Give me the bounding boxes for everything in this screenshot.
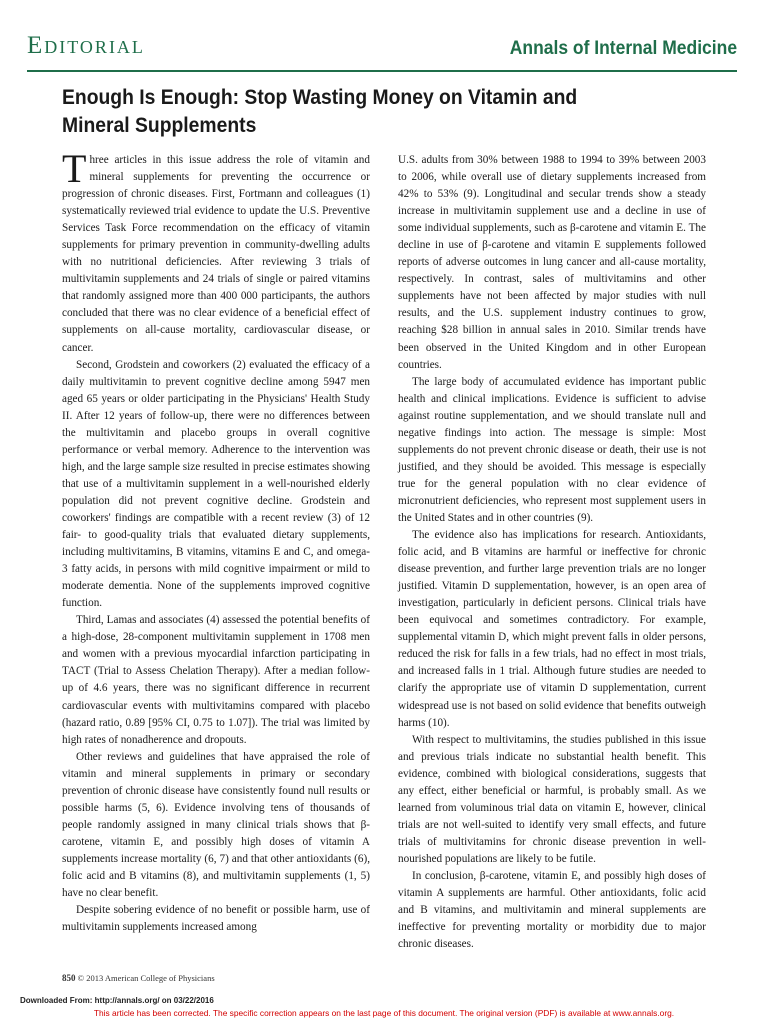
- left-column: [62, 146, 370, 936]
- paragraph: Other reviews and guidelines that have appraised the role of vitamin and mineral supplements in primary or secondary prevention of chronic disease have consistently found null results or possible harms (5, 6). Evidence involving tens of thousands of people randomly assigned in many clinical trials shows that β-carotene, vitamin E, and possibly high doses of vitamin A supplements increase mortality (6, 7) and that other antioxidants (6), folic acid and B vitamins (8), and multivitamin supplements (1, 5) have no clear benefit.: [62, 750, 370, 900]
- paragraph: Three articles in this issue address the role of vitamin and mineral supplements for preventing the occurrence or progression of chronic diseases. First, Fortmann and colleagues (1) systematically reviewed trial evidence to update the U.S. Preventive Services Task Force recommendation on the efficacy of vitamin supplements for primary prevention in community-dwelling adults with no nutritional deficiencies. After reviewing 3 trials of multivitamin supplements and 24 trials of single or paired vitamins that randomly assigned more than 400 000 participants, the authors concluded that there was no clear evidence of a beneficial effect of supplements on all-cause mortality, cardiovascular disease, or cancer.: [62, 146, 370, 354]
- journal-name: Annals of Internal Medicine: [509, 38, 737, 59]
- paragraph: With respect to multivitamins, the studies published in this issue and previous trials indicate no substantial health benefit. This evidence, combined with biological considerations, suggests that any effect, either beneficial or harmful, is probably small. As we learned from voluminous trial data on vitamin E, however, clinical trials are not well-suited to identify very small effects, and future trials of multivitamins for chronic disease prevention in well-nourished populations are likely to be futile.: [398, 733, 706, 865]
- paragraph: U.S. adults from 30% between 1988 to 1994 to 39% between 2003 to 2006, while overall use of dietary supplements increased from 42% to 53% (9). Longitudinal and secular trends show a steady increase in multivitamin supplement use and a decline in use of some individual supplements, such as β-carotene and vitamin E. The decline in use of β-carotene and vitamin E supplements followed reports of adverse outcomes in lung cancer and all-cause mortality, respectively. In contrast, sales of multivitamins and other supplements have not been affected by major studies with null results, and the U.S. supplement industry continues to grow, reaching $28 billion in annual sales in 2010. Similar trends have been observed in the United Kingdom and in other European countries.: [398, 154, 706, 371]
- download-notice: Downloaded From: http://annals.org/ on 03/22/2016: [20, 996, 214, 1005]
- correction-notice: This article has been corrected. The specific correction appears on the last page of this document. The original version (PDF) is available at www.annals.org.: [93, 1008, 675, 1018]
- paragraph: In conclusion, β-carotene, vitamin E, and possibly high doses of vitamin A supplements are harmful. Other antioxidants, folic acid and B vitamins, and multivitamin and mineral supplements are ineffective for preventing mortality or morbidity due to major chronic diseases.: [398, 869, 706, 951]
- copyright-text: © 2013 American College of Physicians: [77, 973, 215, 983]
- right-column: [398, 152, 706, 953]
- journal-header: [27, 30, 737, 72]
- paragraph: The large body of accumulated evidence has important public health and clinical implications. Evidence is sufficient to advise against routine supplementation, and we should translate null and negative findings into action. The message is simple: Most supplements do not prevent chronic disease or death, their use is not justified, and they should be avoided. This message is especially true for the general population with no clear evidence of micronutrient deficiencies, who represent most supplement users in the United States and in other countries (9).: [398, 375, 706, 524]
- paragraph: The evidence also has implications for research. Antioxidants, folic acid, and B vitamins are harmful or ineffective for chronic disease prevention, and further large prevention trials are no longer justified. Vitamin D supplementation, however, is an open area of investigation, particularly in deficient persons. Clinical trials have been equivocal and sometimes contradictory. For example, supplemental vitamin D, which might prevent falls in older persons, reduced the risk for falls in a few trials, had no effect in most trials, and increased falls in 1 trial. Although future studies are needed to clarify the appropriate use of vitamin D supplementation, current widespread use is not based on solid evidence that benefits outweigh harms (10).: [398, 529, 706, 729]
- article-title: Enough Is Enough: Stop Wasting Money on Vitamin and Mineral Supplements: [62, 86, 578, 137]
- section-label: Editorial: [27, 32, 145, 59]
- paragraph: Despite sobering evidence of no benefit or possible harm, use of multivitamin supplements increased among: [62, 904, 370, 934]
- paragraph: Second, Grodstein and coworkers (2) evaluated the efficacy of a daily multivitamin to prevent cognitive decline among 5947 men aged 65 years or older participating in the Physicians' Health Study II. After 12 years of follow-up, there were no differences between the multivitamin and placebo groups in overall cognitive performance or verbal memory. Adherence to the intervention was high, and the large sample size resulted in precise estimates showing that use of a multivitamin supplement in a well-nourished elderly population did not prevent cognitive decline. Grodstein and coworkers' findings are compatible with a recent review (3) of 12 fair- to good-quality trials that evaluated dietary supplements, including multivitamins, B vitamins, vitamins E and C, and omega-3 fatty acids, in persons with mild cognitive impairment or mild to moderate dementia. None of the supplements improved cognitive function.: [62, 358, 370, 610]
- page-number: 850: [62, 973, 76, 983]
- paragraph: Third, Lamas and associates (4) assessed the potential benefits of a high-dose, 28-component multivitamin supplement in 1708 men and women with a previous myocardial infarction participating in TACT (Trial to Assess Chelation Therapy). After a median follow-up of 4.6 years, there was no significant difference in recurrent cardiovascular events with multivitamins compared with placebo (hazard ratio, 0.89 [95% CI, 0.75 to 1.07]). The trial was limited by high rates of nonadherence and dropouts.: [62, 614, 370, 746]
- page-footer: [62, 973, 215, 983]
